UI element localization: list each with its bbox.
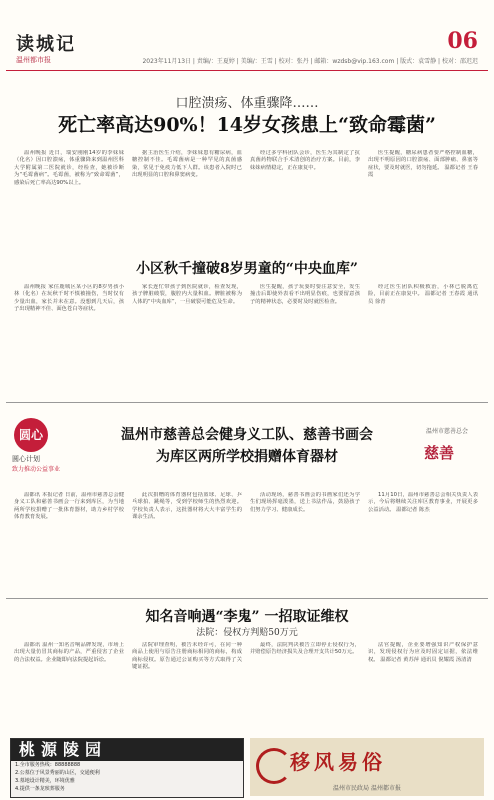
- story3-col-2: 此次捐赠的体育器材包括篮球、足球、乒乓球拍、跳绳等，受到学校师生的热烈欢迎。学校负责人表示，这批器材将大大丰富学生的课余生活。: [132, 492, 242, 521]
- story2-col-1: 温州晚报 家住鹿城区某小区的8岁男孩小林（化名）在玩秋千时不慎被撞伤，当时仅有少量出血，家长并未在意。没想到几天后，孩子出现精神不佳、面色苍白等症状。: [14, 284, 124, 313]
- ad-left-line: 4.提供一条龙殡葬服务: [15, 786, 65, 792]
- logo-text: 圆心计划: [12, 455, 40, 463]
- ad-right-footer: 温州市民政局 温州都市报: [333, 785, 401, 792]
- logo-tagline: 致力推动公益事业: [12, 466, 61, 473]
- charity-mark: 慈善: [424, 444, 455, 462]
- story1-col-1: 温州晚报 近日，瑞安刚刚14岁的李妹妹（化名）因口腔溃疡，体重骤降来到温州医科大学附属第二医院就诊，经检查，她被诊断为“毛霉菌病”。毛霉菌，被称为“致命霉菌”，感染后死亡率高达90%以上。: [14, 150, 124, 186]
- divider-1: [6, 402, 488, 403]
- masthead: [10, 28, 484, 68]
- story3-col-3: 活动现场，慈善书画会的书画家们还为学生们现场挥毫泼墨，送上书法作品，鼓励孩子们努力学习、健康成长。: [250, 492, 360, 513]
- swirl-icon: [256, 748, 292, 784]
- logo-circle: 圆心: [14, 418, 48, 452]
- dateline: 2023年11月13日 | 责编/：王夏婷 | 美编/：王雪 | 校对：张丹 | 邮箱：wzdsb@vip.163.com | 版式：袁雪静 | 校对：邵迟迟: [142, 58, 478, 65]
- section-subtitle: 温州都市报: [16, 56, 51, 64]
- masthead-rule: [6, 70, 488, 71]
- story2-col-2: 家长连忙带孩子到医院就诊，检查发现，孩子脾脏破裂，腹腔内大量积血。脾脏被称为人体的“中央血库”，一旦破裂可能危及生命。: [132, 284, 242, 305]
- story2-col-3: 医生提醒，孩子玩耍时要注意安全，发生撞击后即使外表看不出明显伤痕，也要留意孩子的精神状态，必要时及时就医检查。: [250, 284, 360, 305]
- ad-left-title: 桃源陵园: [11, 739, 243, 761]
- story4-subhead: 法院：侵权方判赔50万元: [196, 628, 298, 638]
- custom-reform-ad: [250, 738, 484, 796]
- ad-left-line: 3.墓地设计精美，环境优雅: [15, 778, 75, 784]
- ad-left-line: 1.全市服务热线：88888888: [15, 762, 81, 768]
- story1-kicker: 口腔溃疡、体重骤降……: [175, 96, 319, 111]
- story4-headline: 知名音响遇“李鬼” 一招取证维权: [145, 609, 349, 625]
- story3-col-4: 11月10日，温州市慈善总会相关负责人表示，今后将继续关注库区教育事业，开展更多公益活动。 温都记者 陈杰: [368, 492, 478, 513]
- taoyuan-cemetery-ad: [10, 738, 244, 798]
- story3-headline-line2: 为库区两所学校捐赠体育器材: [156, 449, 338, 465]
- ad-left-line: 2.公墓位于风景秀丽的山区，交通便利: [15, 770, 100, 776]
- story4-col-3: 最终，法院判决被告立即停止侵权行为，并赔偿原告经济损失及合理开支共计50万元。: [250, 642, 360, 656]
- divider-2: [6, 598, 488, 599]
- story1-headline: 死亡率高达90%！14岁女孩患上“致命霉菌”: [58, 114, 436, 136]
- story1-col-3: 经过多学科团队会诊，医生为其制定了抗真菌药物联合手术清创的治疗方案。目前，李妹妹病情稳定，正在康复中。: [250, 150, 360, 171]
- section-title: 读城记: [16, 34, 76, 55]
- story1-col-4: 医生提醒，糖尿病患者要严格控制血糖，出现不明原因的口腔溃疡、面部肿痛、鼻塞等症状，要及时就医，切勿拖延。 温都记者 王春霞: [368, 150, 478, 179]
- story2-headline: 小区秋千撞破8岁男童的“中央血库”: [136, 261, 358, 277]
- story1-col-2: 据主治医生介绍，李妹妹患有糖尿病，血糖控制不佳。毛霉菌病是一种罕见的真菌感染，常见于免疫力低下人群。该患者入院时已出现明显的口腔和鼻窦病变。: [132, 150, 242, 179]
- story4-col-2: 法院审理查明，被告未经许可，在同一种商品上使用与原告注册商标相同的商标，构成商标侵权。原告通过公证购买等方式取得了关键证据。: [132, 642, 242, 671]
- story2-col-4: 经过医生团队积极救治，小林已脱离危险，目前正在康复中。 温都记者 王春霞 通讯员 徐青: [368, 284, 478, 305]
- story3-col-1: 温都讯 本报记者 日前，温州市慈善总会健身义工队和慈善书画会一行来到库区，为当地两所学校捐赠了一批体育器材，助力乡村学校体育教育发展。: [14, 492, 124, 521]
- ad-right-title: 移风易俗: [290, 750, 386, 774]
- charity-org: 温州市慈善总会: [426, 428, 469, 435]
- story3-headline-line1: 温州市慈善总会健身义工队、慈善书画会: [121, 427, 373, 443]
- page-number: 06: [447, 28, 478, 54]
- story4-col-1: 温都讯 温州一知名音响品牌发现，市场上出现大量仿冒其商标的产品，严重侵害了企业的合法权益。企业随即向法院提起诉讼。: [14, 642, 124, 663]
- story4-col-4: 法官提醒，企业要增强知识产权保护意识，发现侵权行为应及时固定证据，依法维权。 温都记者 黄苏萍 通讯员 倪耀霞 汤清清: [368, 642, 478, 663]
